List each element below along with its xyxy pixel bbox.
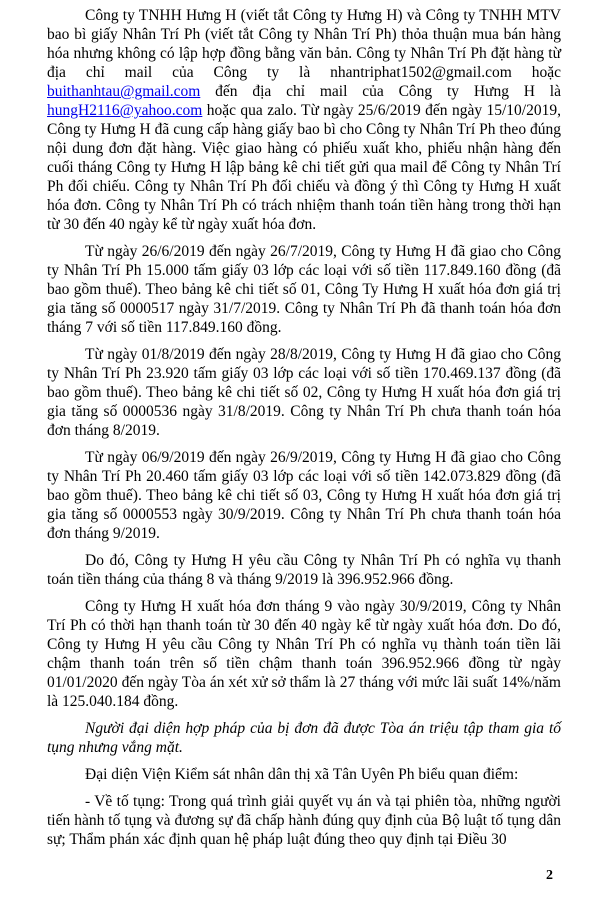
paragraph-8-text: Đại diện Viện Kiểm sát nhân dân thị xã Tân Uyên Ph biểu quan điểm: <box>85 766 519 783</box>
paragraph-9-text: - Về tố tụng: Trong quá trình giải quyết vụ án và tại phiên tòa, những người tiến hành tố tụng và đương sự đã chấp hành đúng quy định của Bộ luật tố tụng dân sự; Thẩm phán xác định quan hệ pháp luật đúng theo quy định tại Điều 30 <box>47 793 561 848</box>
paragraph-contract-background <box>47 6 561 234</box>
paragraph-7-text: Người đại diện hợp pháp của bị đơn đã được Tòa án triệu tập tham gia tố tụng nhưng vắng mặt. <box>47 720 561 756</box>
paragraph-procedure <box>47 792 561 849</box>
paragraph-interest-demand <box>47 597 561 711</box>
paragraph-5-text: Do đó, Công ty Hưng H yêu cầu Công ty Nhân Trí Ph có nghĩa vụ thanh toán tiền tháng của tháng 8 và tháng 9/2019 là 396.952.966 đồng. <box>47 552 561 588</box>
paragraph-procuracy-opinion <box>47 765 561 784</box>
document-body <box>47 6 561 849</box>
paragraph-september-delivery <box>47 448 561 543</box>
paragraph-august-delivery <box>47 345 561 440</box>
paragraph-1-text-c: hoặc qua zalo. Từ ngày 25/6/2019 đến ngày 15/10/2019, Công ty Hưng H đã cung cấp hàng giấy bao bì cho Công ty Nhân Trí Ph theo đúng nội dung đơn đặt hàng. Việc giao hàng có phiếu xuất kho, phiếu nhận hàng đến cuối tháng Công ty Hưng H lập bảng kê chi tiết gửi qua mail để Công ty Nhân Trí Ph đối chiếu. Công ty Nhân Trí Ph đối chiếu và đồng ý thì Công ty Hưng H xuất hóa đơn. Công ty Nhân Trí Ph có trách nhiệm thanh toán tiền hàng trong thời hạn từ 30 đến 40 ngày kể từ ngày xuất hóa đơn. <box>47 102 561 233</box>
email-link-hungh[interactable]: hungH2116@yahoo.com <box>47 102 203 119</box>
paragraph-4-text: Từ ngày 06/9/2019 đến ngày 26/9/2019, Công ty Hưng H đã giao cho Công ty Nhân Trí Ph 20.460 tấm giấy 03 lớp các loại với số tiền 142.073.829 đồng (đã bao gồm thuế). Theo bảng kê chi tiết số 03, Công ty Hưng H xuất hóa đơn giá trị gia tăng số 0000553 ngày 30/9/2019. Công ty Nhân Trí Ph chưa thanh toán hóa đơn tháng 9/2019. <box>47 449 561 542</box>
paragraph-1-text-a: Công ty TNHH Hưng H (viết tắt Công ty Hưng H) và Công ty TNHH MTV bao bì giấy Nhân Trí Ph (viết tắt Công ty Nhân Trí Ph) thỏa thuận mua bán hàng hóa nhưng không có lập hợp đồng bằng văn bản. Công ty Nhân Trí Ph đặt hàng từ địa chỉ mail của Công ty là nhantriphat1502@gmail.com hoặc <box>47 7 561 81</box>
page-number: 2 <box>546 868 553 883</box>
paragraph-defendant-absent <box>47 719 561 757</box>
paragraph-payment-demand <box>47 551 561 589</box>
paragraph-3-text: Từ ngày 01/8/2019 đến ngày 28/8/2019, Công ty Hưng H đã giao cho Công ty Nhân Trí Ph 23.920 tấm giấy 03 lớp các loại với số tiền 170.469.137 đồng (đã bao gồm thuế). Theo bảng kê chi tiết số 02, Công ty Hưng H xuất hóa đơn giá trị gia tăng số 0000536 ngày 31/8/2019. Công ty Nhân Trí Ph chưa thanh toán hóa đơn tháng 8/2019. <box>47 346 561 439</box>
paragraph-july-delivery <box>47 242 561 337</box>
email-link-buithanhtau[interactable]: buithanhtau@gmail.com <box>47 83 201 100</box>
paragraph-1-text-b: đến địa chỉ mail của Công ty Hưng H là <box>200 83 561 100</box>
paragraph-6-text: Công ty Hưng H xuất hóa đơn tháng 9 vào ngày 30/9/2019, Công ty Nhân Trí Ph có thời hạn thanh toán từ 30 đến 40 ngày kể từ ngày xuất hóa đơn. Do đó, Công ty Hưng H yêu cầu Công ty Nhân Trí Ph có nghĩa vụ thành toán tiền lãi chậm thanh toán trên số tiền chậm thanh toán 396.952.966 đồng từ ngày 01/01/2020 đến ngày Tòa án xét xử sở thẩm là 27 tháng với mức lãi suất 14%/năm là 125.040.184 đồng. <box>47 598 561 710</box>
paragraph-2-text: Từ ngày 26/6/2019 đến ngày 26/7/2019, Công ty Hưng H đã giao cho Công ty Nhân Trí Ph 15.000 tấm giấy 03 lớp các loại với số tiền 117.849.160 đồng (đã bao gồm thuế). Theo bảng kê chi tiết số 01, Công Ty Hưng H xuất hóa đơn giá trị gia tăng số 0000517 ngày 31/7/2019. Công ty Nhân Trí Ph đã thanh toán hóa đơn tháng 7 với số tiền 117.849.160 đồng. <box>47 243 561 336</box>
